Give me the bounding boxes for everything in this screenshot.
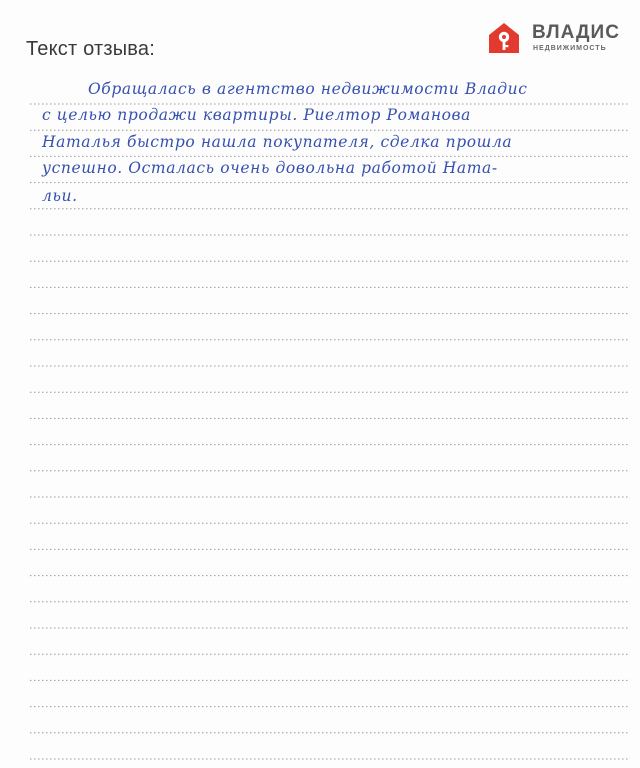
review-line: Наталья быстро нашла покупателя, сделка прошла: [42, 133, 513, 151]
logo-name: ВЛАДИС: [532, 22, 620, 43]
review-line: льи.: [42, 187, 78, 205]
review-line: успешно. Осталась очень довольна работой Ната-: [42, 159, 498, 177]
review-line: с целью продажи квартиры. Риелтор Романова: [42, 106, 472, 124]
form-heading: Текст отзыва:: [26, 38, 155, 60]
logo-tagline: НЕДВИЖИМОСТЬ: [533, 45, 607, 52]
review-line: Обращалась в агентство недвижимости Владис: [88, 80, 528, 98]
